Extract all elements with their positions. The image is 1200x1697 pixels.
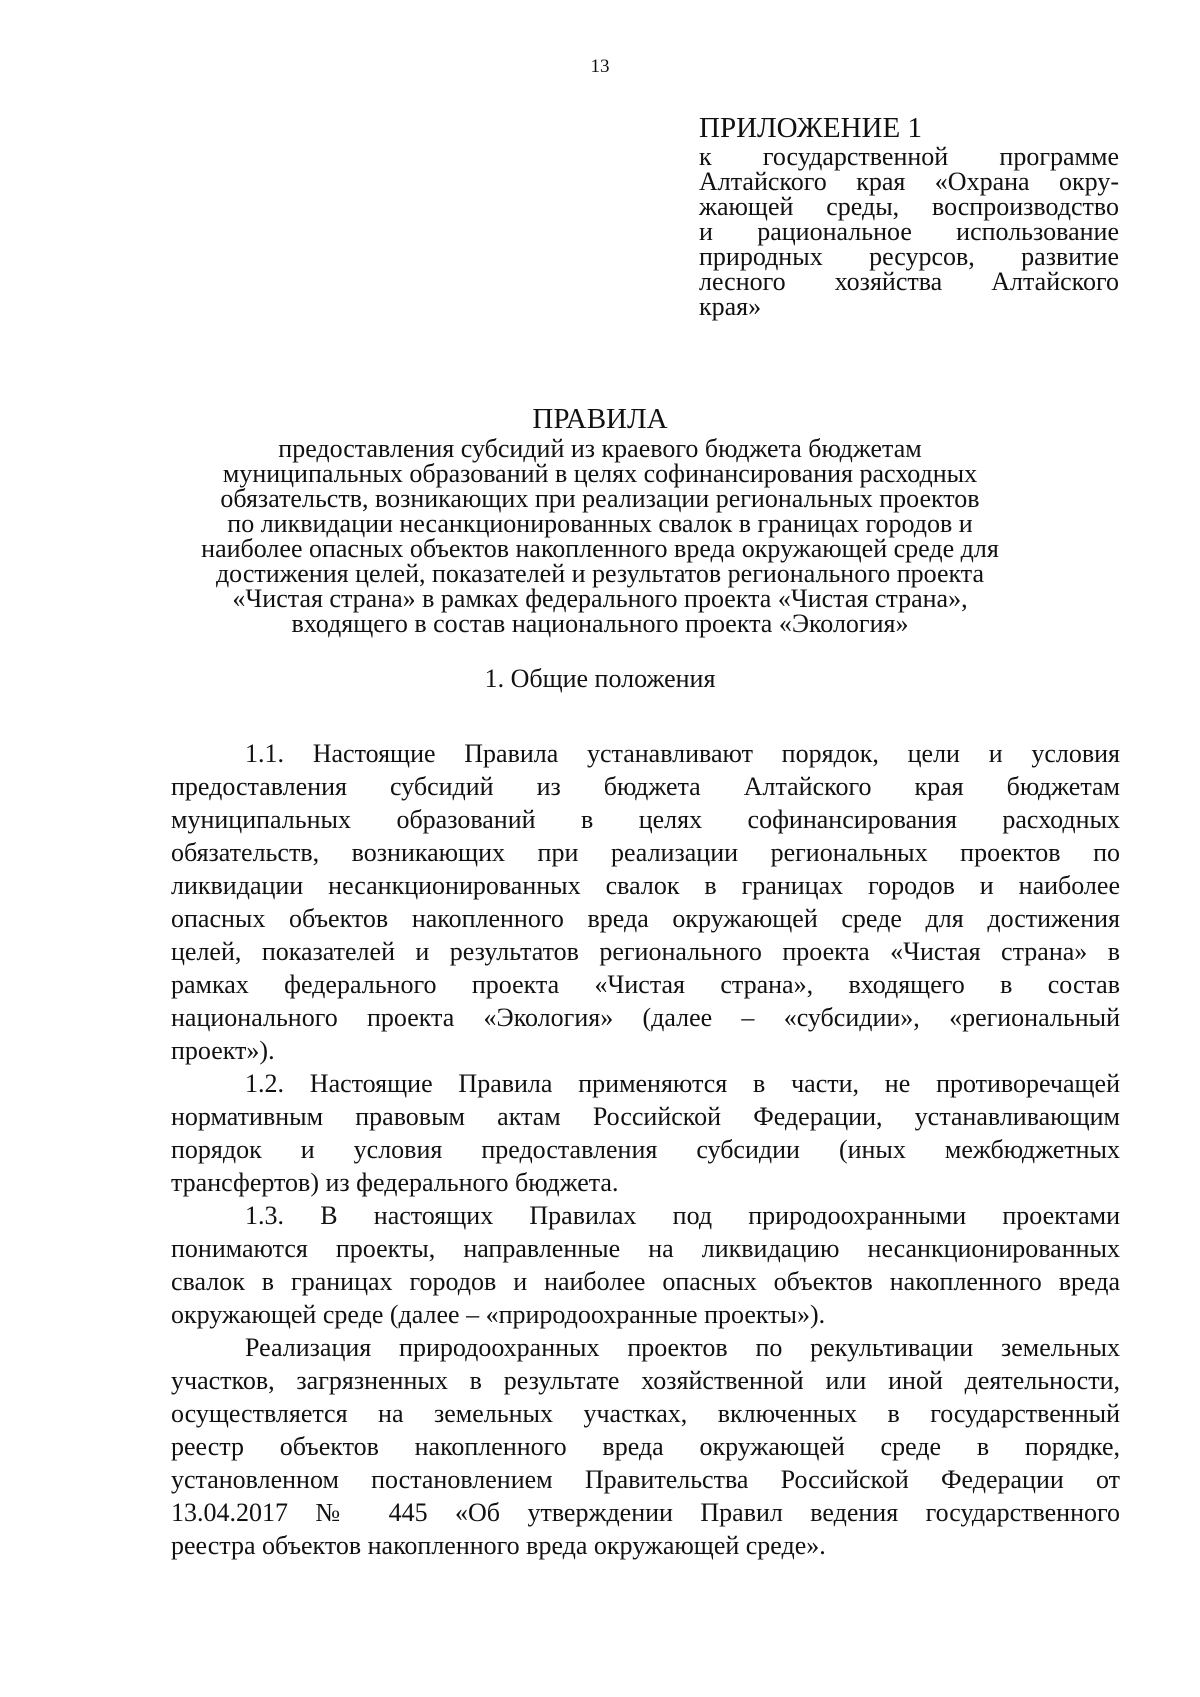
rules-subtitle-line: обязательств, возникающих при реализации региональных проектов bbox=[220, 484, 980, 513]
paragraph-1-3 bbox=[171, 1199, 1120, 1331]
paragraph-line: свалок в границах городов и наиболее опасных объектов накопленного вреда bbox=[171, 1267, 1120, 1296]
paragraph-line: окружающей среде (далее – «природоохранные проекты»). bbox=[171, 1300, 826, 1329]
rules-subtitle-line: «Чистая страна» в рамках федерального проекта «Чистая страна», bbox=[232, 584, 968, 613]
appendix-block bbox=[699, 112, 1119, 319]
paragraph-line: рамках федерального проекта «Чистая страна», входящего в состав bbox=[171, 970, 1120, 999]
paragraph-line: осуществляется на земельных участках, включенных в государственный bbox=[171, 1399, 1120, 1428]
rules-heading-block bbox=[150, 402, 1050, 636]
paragraph-line: понимаются проекты, направленные на ликвидацию несанкционированных bbox=[171, 1234, 1120, 1263]
paragraph-line: установленном постановлением Правительства Российской Федерации от bbox=[171, 1465, 1120, 1494]
paragraph-implementation bbox=[171, 1331, 1120, 1562]
paragraph-line: участков, загрязненных в результате хозяйственной или иной деятельности, bbox=[171, 1366, 1120, 1395]
paragraph-line: целей, показателей и результатов регионального проекта «Чистая страна» в bbox=[171, 937, 1120, 966]
appendix-line: к государственной программе bbox=[699, 142, 1119, 171]
section-heading: 1. Общие положения bbox=[484, 664, 716, 693]
paragraph-line: реестр объектов накопленного вреда окружающей среде в порядке, bbox=[171, 1432, 1120, 1461]
document-body bbox=[171, 737, 1120, 1562]
paragraph-line: обязательств, возникающих при реализации региональных проектов по bbox=[171, 838, 1120, 867]
paragraph-line: трансфертов) из федерального бюджета. bbox=[171, 1168, 619, 1197]
appendix-line: Алтайского края «Охрана окру- bbox=[699, 167, 1119, 196]
appendix-line: лесного хозяйства Алтайского bbox=[699, 267, 1119, 296]
appendix-line: жающей среды, воспроизводство bbox=[699, 192, 1119, 221]
rules-subtitle-line: муниципальных образований в целях софинансирования расходных bbox=[222, 459, 978, 488]
rules-subtitle-line: по ликвидации несанкционированных свалок в границах городов и bbox=[227, 509, 973, 538]
paragraph-line: проект»). bbox=[171, 1036, 275, 1065]
rules-title: ПРАВИЛА bbox=[532, 403, 668, 435]
paragraph-line: ликвидации несанкционированных свалок в границах городов и наиболее bbox=[171, 871, 1120, 900]
appendix-line: и рациональное использование bbox=[699, 217, 1119, 246]
paragraph-line: опасных объектов накопленного вреда окружающей среде для достижения bbox=[171, 904, 1120, 933]
paragraph-1-1 bbox=[171, 737, 1120, 1067]
paragraph-line: 1.3. В настоящих Правилах под природоохранными проектами bbox=[245, 1201, 1120, 1230]
paragraph-line: 1.2. Настоящие Правила применяются в части, не противоречащей bbox=[245, 1069, 1120, 1098]
paragraph-line: 1.1. Настоящие Правила устанавливают порядок, цели и условия bbox=[245, 739, 1120, 768]
paragraph-line: реестра объектов накопленного вреда окружающей среде». bbox=[171, 1531, 826, 1560]
paragraph-line: 13.04.2017 № 445 «Об утверждении Правил ведения государственного bbox=[171, 1498, 1120, 1527]
page-number: 13 bbox=[590, 56, 610, 77]
rules-subtitle-line: предоставления субсидий из краевого бюджета бюджетам bbox=[278, 434, 922, 463]
rules-subtitle-line: наиболее опасных объектов накопленного вреда окружающей среде для bbox=[201, 534, 999, 563]
appendix-line: края» bbox=[699, 292, 762, 321]
appendix-line: природных ресурсов, развитие bbox=[699, 242, 1119, 271]
paragraph-line: национального проекта «Экология» (далее – «субсидии», «региональный bbox=[171, 1003, 1120, 1032]
rules-subtitle-line: входящего в состав национального проекта «Экология» bbox=[291, 609, 909, 638]
paragraph-line: Реализация природоохранных проектов по рекультивации земельных bbox=[245, 1333, 1120, 1362]
paragraph-line: предоставления субсидий из бюджета Алтайского края бюджетам bbox=[171, 772, 1120, 801]
rules-subtitle-line: достижения целей, показателей и результатов регионального проекта bbox=[215, 559, 985, 588]
paragraph-line: муниципальных образований в целях софинансирования расходных bbox=[171, 805, 1120, 834]
appendix-title: ПРИЛОЖЕНИЕ 1 bbox=[699, 112, 922, 144]
paragraph-line: порядок и условия предоставления субсидии (иных межбюджетных bbox=[171, 1135, 1120, 1164]
paragraph-line: нормативным правовым актам Российской Федерации, устанавливающим bbox=[171, 1102, 1120, 1131]
paragraph-1-2 bbox=[171, 1067, 1120, 1199]
